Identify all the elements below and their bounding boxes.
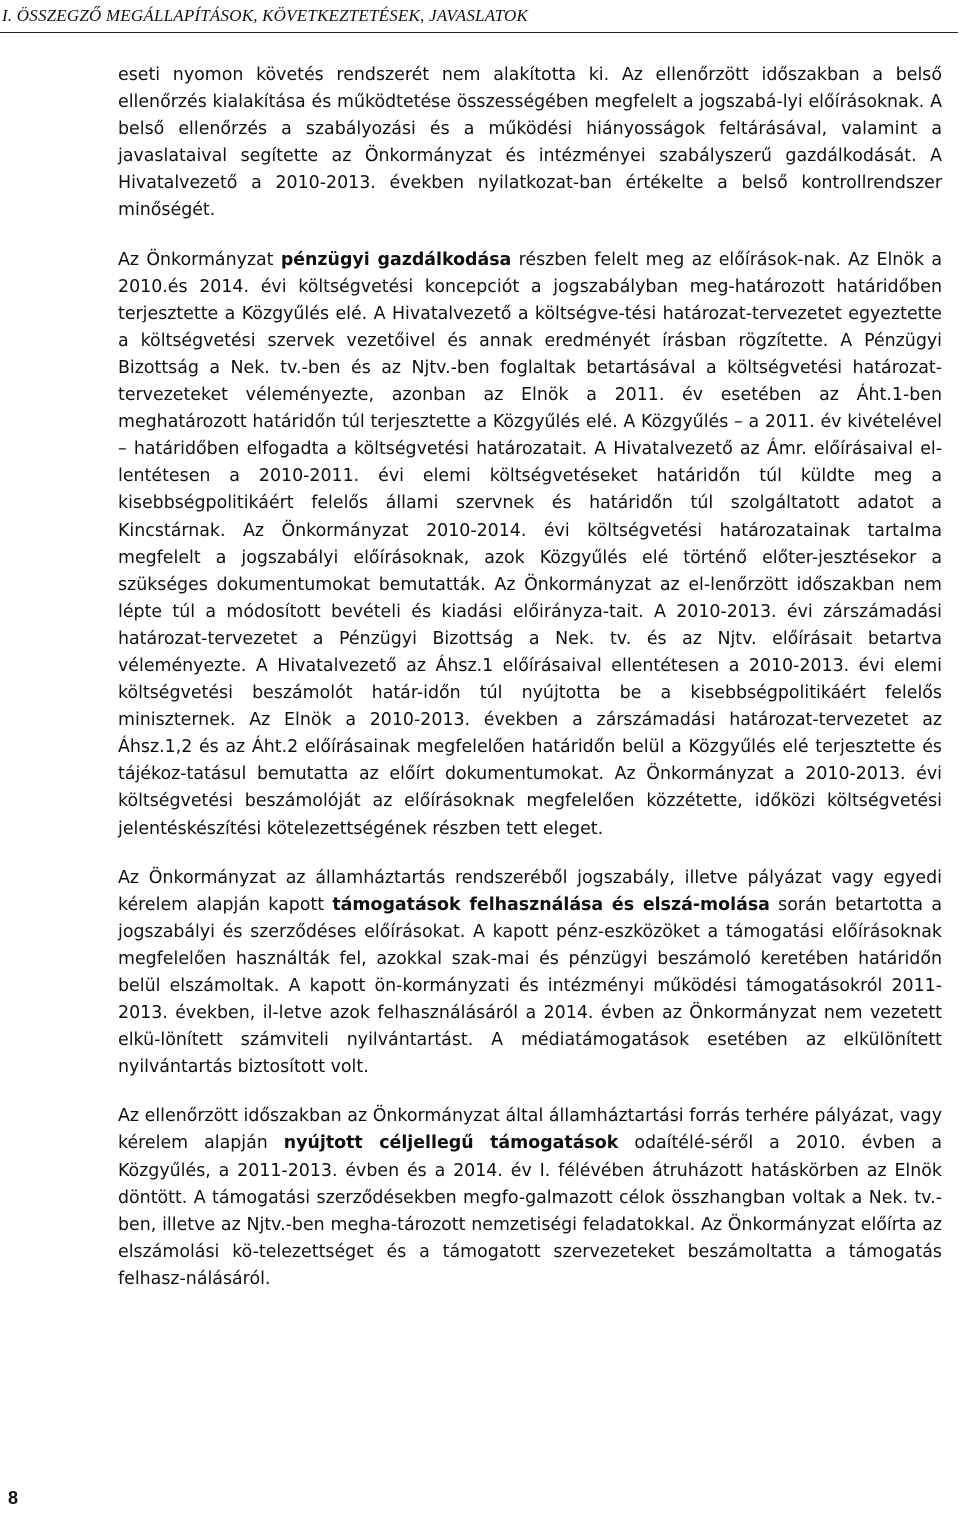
paragraph-emphasis: nyújtott céljellegű támogatások: [283, 1133, 619, 1154]
paragraph-subsidies-use: [118, 865, 942, 1082]
paragraph-emphasis: pénzügyi gazdálkodása: [280, 249, 512, 270]
body-text: [118, 62, 942, 1293]
paragraph-text: Az Önkormányzat: [118, 249, 281, 270]
header-divider: [0, 32, 958, 33]
paragraph-text: részben felelt meg az előírások-nak. Az Elnök a 2010.és 2014. évi költségvetési koncepciót a jogszabályban meg-határozott határidőben terjesztette a Közgyűlés elé. A Hivatalvezető a költségve-tési határozat-tervezetet egyeztette a költségvetési szervek vezetőivel és annak eredményét írásban rögzítette. A Pénzügyi Bizottság a Nek. tv.-ben és az Njtv.-ben foglaltak betartásával a költségvetési határozat-tervezeteket véleményezte, azonban az Elnök a 2011. év esetében az Áht.1-ben meghatározott határidőn túl terjesztette a Közgyűlés elé. A Közgyűlés – a 2011. év kivételével – határidőben elfogadta a költségvetési határozatait. A Hivatalvezető az Ámr. előírásaival el-lentétesen a 2010-2011. évi elemi költségvetéseket határidőn túl küldte meg a kisebbségpolitikáért felelős állami szervnek és határidőn túl szolgáltatott adatot a Kincstárnak. Az Önkormányzat 2010-2014. évi költségvetési határozatainak tartalma megfelelt a jogszabályi előírásoknak, azok Közgyűlés elé történő előter-jesztésekor a szükséges dokumentumokat bemutatták. Az Önkormányzat az el-lenőrzött időszakban nem lépte túl a módosított bevételi és kiadási előirányza-tait. A 2010-2013. évi zárszámadási határozat-tervezetet a Pénzügyi Bizottság a Nek. tv. és az Njtv. előírásait betartva véleményezte. A Hivatalvezető az Áhsz.1 előírásaival ellentétesen a 2010-2013. évi elemi költségvetési beszámolót határ-időn túl nyújtotta be a kisebbségpolitikáért felelős miniszternek. Az Elnök a 2010-2013. években a zárszámadási határozat-tervezetet az Áhsz.1,2 és az Áht.2 előírásainak megfelelően határidőn belül a Közgyűlés elé terjesztette és tájékoz-tatásul bemutatta az előírt dokumentumokat. Az Önkormányzat a 2010-2013. évi költségvetési beszámolóját az előírásoknak megfelelően közzétette, időközi költségvetési jelentéskészítési kötelezettségének részben tett eleget.: [118, 249, 942, 839]
chapter-title: I. ÖSSZEGZŐ MEGÁLLAPÍTÁSOK, KÖVETKEZTETÉSEK, JAVASLATOK: [2, 6, 529, 25]
paragraph-text: Az ellenőrzött időszakban az Önkormányzat által államháztartási forrás terhére pályázat, vagy kérelem alapján: [118, 1106, 942, 1154]
paragraph-targeted-subsidies: [118, 1103, 942, 1293]
page-number: 8: [8, 1488, 19, 1508]
paragraph-text: odaítélé-séről a 2010. évben a Közgyűlés, a 2011-2013. évben és a 2014. év I. félévében átruházott hatáskörben az Elnök döntött. A támogatási szerződésekben megfo-galmazott célok összhangban voltak a Nek. tv.-ben, illetve az Njtv.-ben megha-tározott nemzetiségi feladatokkal. Az Önkormányzat előírta az elszámolási kö-telezettséget és a támogatott szervezeteket beszámoltatta a támogatás felhasz-nálásáról.: [118, 1133, 942, 1289]
paragraph-text: eseti nyomon követés rendszerét nem alakította ki. Az ellenőrzött időszakban a belső ellenőrzés kialakítása és működtetése összességében megfelelt a jogszabá-lyi előírásoknak. A belső ellenőrzés a szabályozási és a működési hiányosságok feltárásával, valamint a javaslataival segítette az Önkormányzat és intézményei szabályszerű gazdálkodását. A Hivatalvezető a 2010-2013. években nyilatkozat-ban értékelte a belső kontrollrendszer minőségét.: [118, 65, 942, 221]
paragraph-emphasis: támogatások felhasználása és elszá-molása: [332, 894, 770, 915]
paragraph-text: Az Önkormányzat az államháztartás rendszeréből jogszabály, illetve pályázat vagy egyedi kérelem alapján kapott: [118, 867, 942, 915]
paragraph-text: során betartotta a jogszabályi és szerződéses előírásokat. A kapott pénz-eszközöket a támogatási előírásoknak megfelelően használták fel, azokkal szak-mai és pénzügyi beszámoló keretében határidőn belül elszámoltak. A kapott ön-kormányzati és intézményi működési támogatásokról 2011-2013. években, il-letve azok felhasználásáról a 2014. évben az Önkormányzat nem vezetett elkü-lönített számviteli nyilvántartást. A médiatámogatások esetében az elkülönített nyilvántartás biztosított volt.: [118, 894, 943, 1078]
paragraph-financial-management: [118, 247, 942, 843]
paragraph-internal-control: [118, 62, 942, 225]
